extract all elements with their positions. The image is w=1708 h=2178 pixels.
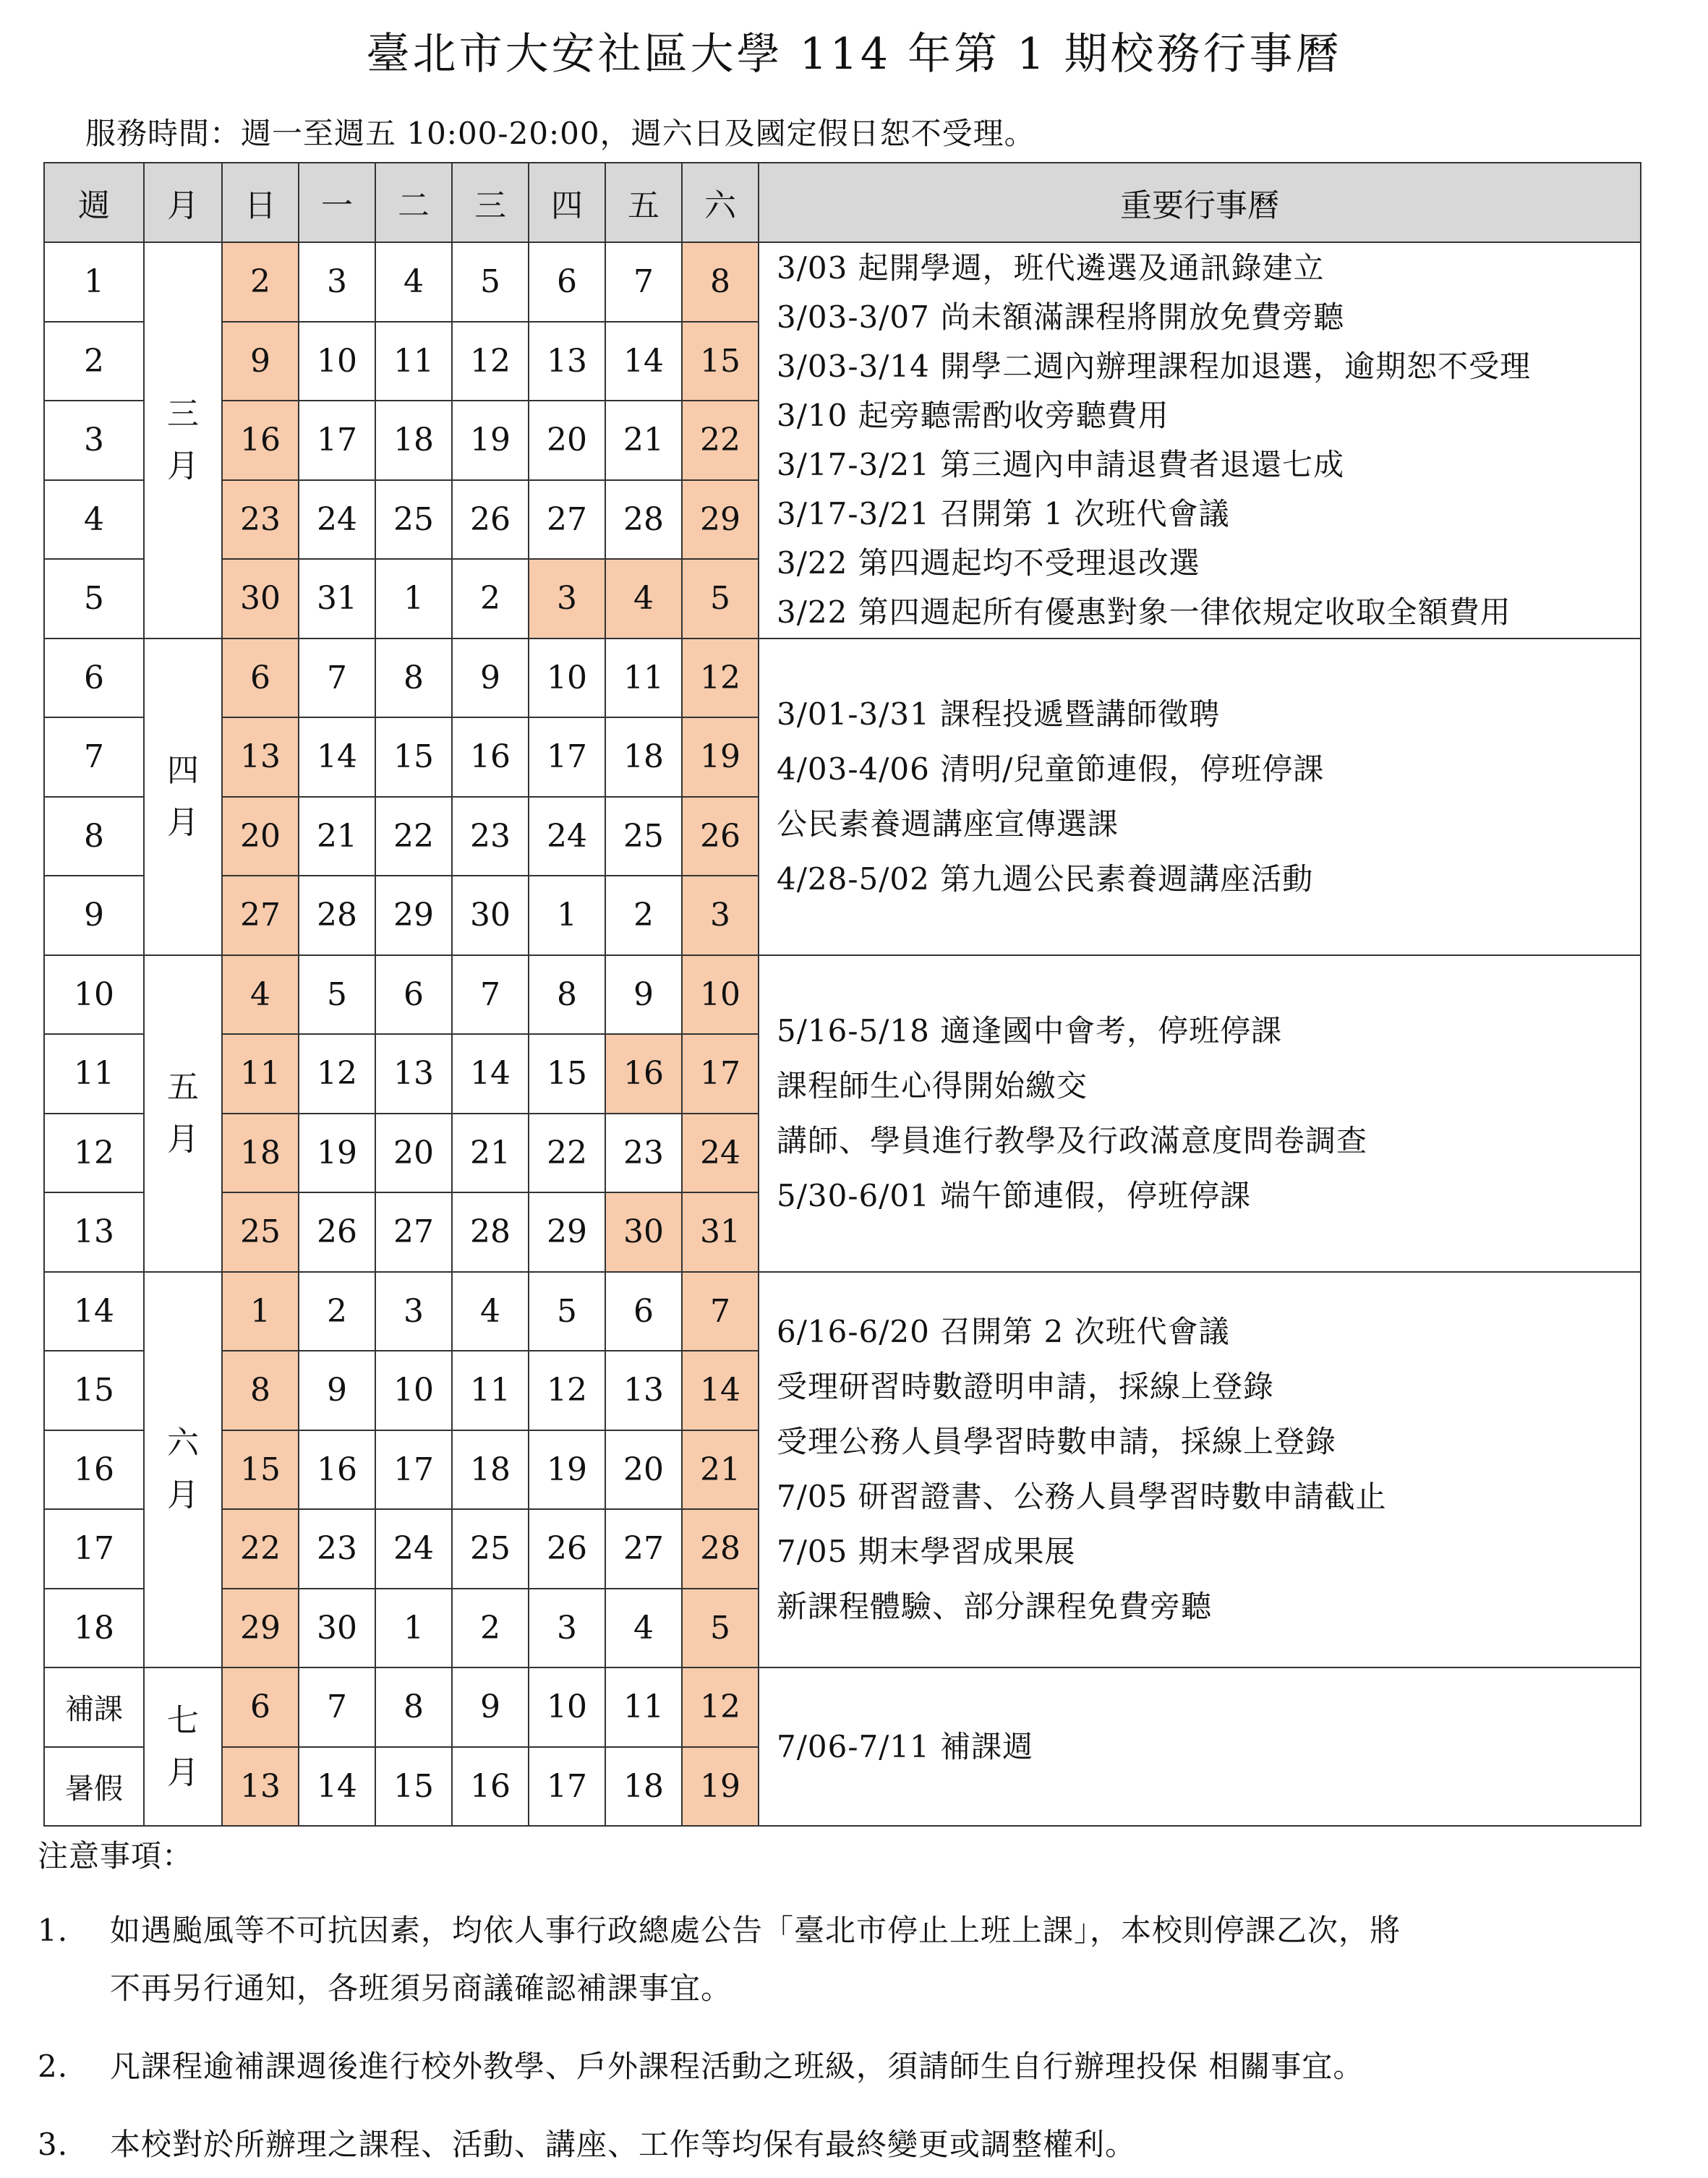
events-march <box>759 242 1641 639</box>
day-cell: 1 <box>222 1272 299 1351</box>
day-cell: 4 <box>222 955 299 1035</box>
day-cell: 4 <box>452 1272 529 1351</box>
week-number: 15 <box>44 1351 144 1430</box>
day-cell: 9 <box>452 1667 529 1747</box>
note-number: 2. <box>38 2049 69 2084</box>
day-cell: 19 <box>452 401 529 480</box>
month-cell-march: 三 月 <box>144 242 222 639</box>
day-cell: 24 <box>529 797 605 876</box>
events-june <box>759 1272 1641 1668</box>
day-cell: 29 <box>222 1589 299 1668</box>
day-cell: 19 <box>682 717 759 797</box>
event-item: 3/17-3/21 第三週內申請退費者退還七成 <box>777 446 1345 482</box>
notes-title: 注意事項： <box>38 1838 194 1874</box>
week-number: 17 <box>44 1509 144 1589</box>
week-number: 8 <box>44 797 144 876</box>
calendar-table <box>43 162 1641 1827</box>
day-cell: 11 <box>375 322 452 401</box>
table-row <box>44 1272 1641 1351</box>
events-april <box>759 639 1641 955</box>
day-cell: 30 <box>222 559 299 639</box>
table-row <box>44 242 1641 322</box>
note-text: 如遇颱風等不可抗因素，均依人事行政總處公告「臺北市停止上班上課」，本校則停課乙次，將 不再另行通知，各班須另商議確認補課事宜。 <box>110 1913 1401 2006</box>
event-item: 3/17-3/21 召開第 1 次班代會議 <box>777 495 1230 531</box>
day-cell: 3 <box>375 1272 452 1351</box>
day-cell: 7 <box>452 955 529 1035</box>
day-cell: 11 <box>605 1667 682 1747</box>
event-item: 3/22 第四週起所有優惠對象一律依規定收取全額費用 <box>777 594 1511 630</box>
day-cell: 16 <box>452 1747 529 1827</box>
note-number: 3. <box>38 2127 69 2162</box>
day-cell: 5 <box>529 1272 605 1351</box>
day-cell: 17 <box>682 1034 759 1114</box>
day-cell: 1 <box>529 876 605 955</box>
day-cell: 30 <box>452 876 529 955</box>
note-item <box>38 2116 1672 2174</box>
event-item: 3/10 起旁聽需酌收旁聽費用 <box>777 397 1169 433</box>
day-cell: 10 <box>529 639 605 718</box>
day-cell: 12 <box>452 322 529 401</box>
day-cell: 23 <box>605 1114 682 1193</box>
notes-section <box>38 1831 1672 2174</box>
day-cell: 19 <box>682 1747 759 1827</box>
day-cell: 18 <box>375 401 452 480</box>
day-cell: 6 <box>605 1272 682 1351</box>
day-cell: 2 <box>452 1589 529 1668</box>
day-cell: 20 <box>605 1430 682 1510</box>
day-cell: 2 <box>299 1272 375 1351</box>
day-cell: 21 <box>299 797 375 876</box>
note-text: 凡課程逾補課週後進行校外教學、戶外課程活動之班級，須請師生自行辦理投保 相關事宜。 <box>110 2049 1365 2084</box>
day-cell: 21 <box>605 401 682 480</box>
month-cell-june: 六 月 <box>144 1272 222 1668</box>
event-item: 4/03-4/06 清明/兒童節連假，停班停課 <box>777 751 1325 787</box>
day-cell: 1 <box>375 559 452 639</box>
day-cell: 30 <box>299 1589 375 1668</box>
day-cell: 26 <box>529 1509 605 1589</box>
page-title: 臺北市大安社區大學 114 年第 1 期校務行事曆 <box>366 29 1342 80</box>
day-cell: 22 <box>529 1114 605 1193</box>
day-cell: 28 <box>682 1509 759 1589</box>
day-cell: 19 <box>529 1430 605 1510</box>
day-cell: 22 <box>222 1509 299 1589</box>
event-item: 4/28-5/02 第九週公民素養週講座活動 <box>777 860 1314 897</box>
day-cell: 11 <box>222 1034 299 1114</box>
event-item: 受理公務人員學習時數申請，採線上登錄 <box>777 1424 1337 1460</box>
day-cell: 25 <box>452 1509 529 1589</box>
day-cell: 6 <box>222 1667 299 1747</box>
day-cell: 14 <box>299 1747 375 1827</box>
day-cell: 8 <box>529 955 605 1035</box>
day-cell: 7 <box>682 1272 759 1351</box>
day-cell: 26 <box>299 1192 375 1272</box>
event-item: 課程師生心得開始繳交 <box>777 1067 1088 1103</box>
day-cell: 20 <box>375 1114 452 1193</box>
day-cell: 30 <box>605 1192 682 1272</box>
header-week: 週 <box>44 163 144 242</box>
day-cell: 4 <box>375 242 452 322</box>
day-cell: 6 <box>529 242 605 322</box>
event-item: 3/03-3/07 尚未額滿課程將開放免費旁聽 <box>777 299 1345 335</box>
day-cell: 8 <box>222 1351 299 1430</box>
week-number: 14 <box>44 1272 144 1351</box>
day-cell: 24 <box>375 1509 452 1589</box>
header-month: 月 <box>144 163 222 242</box>
day-cell: 27 <box>529 480 605 560</box>
day-cell: 23 <box>222 480 299 560</box>
event-item: 3/03 起開學週，班代遴選及通訊錄建立 <box>777 249 1325 286</box>
day-cell: 13 <box>222 1747 299 1827</box>
day-cell: 12 <box>682 639 759 718</box>
day-cell: 3 <box>529 559 605 639</box>
week-number: 18 <box>44 1589 144 1668</box>
week-number: 13 <box>44 1192 144 1272</box>
day-cell: 29 <box>529 1192 605 1272</box>
day-cell: 17 <box>529 717 605 797</box>
day-cell: 7 <box>299 1667 375 1747</box>
week-number: 7 <box>44 717 144 797</box>
event-item: 公民素養週講座宣傳選課 <box>777 806 1119 842</box>
event-item: 6/16-6/20 召開第 2 次班代會議 <box>777 1314 1230 1350</box>
day-cell: 18 <box>605 1747 682 1827</box>
header-mon: 一 <box>299 163 375 242</box>
day-cell: 14 <box>682 1351 759 1430</box>
table-row <box>44 639 1641 718</box>
day-cell: 21 <box>452 1114 529 1193</box>
header-events: 重要行事曆 <box>759 163 1641 242</box>
day-cell: 7 <box>605 242 682 322</box>
week-number: 2 <box>44 322 144 401</box>
day-cell: 11 <box>452 1351 529 1430</box>
day-cell: 28 <box>605 480 682 560</box>
day-cell: 23 <box>452 797 529 876</box>
day-cell: 18 <box>222 1114 299 1193</box>
day-cell: 17 <box>299 401 375 480</box>
day-cell: 12 <box>299 1034 375 1114</box>
day-cell: 22 <box>375 797 452 876</box>
event-item: 3/01-3/31 課程投遞暨講師徵聘 <box>777 696 1221 732</box>
month-cell-april: 四 月 <box>144 639 222 955</box>
event-item: 5/16-5/18 適逢國中會考，停班停課 <box>777 1012 1283 1049</box>
note-item <box>38 2038 1672 2096</box>
day-cell: 22 <box>682 401 759 480</box>
event-item: 3/03-3/14 開學二週內辦理課程加退選，逾期恕不受理 <box>777 348 1532 384</box>
day-cell: 1 <box>375 1589 452 1668</box>
day-cell: 16 <box>222 401 299 480</box>
week-number: 10 <box>44 955 144 1035</box>
day-cell: 14 <box>299 717 375 797</box>
day-cell: 15 <box>222 1430 299 1510</box>
day-cell: 13 <box>605 1351 682 1430</box>
day-cell: 9 <box>452 639 529 718</box>
day-cell: 17 <box>375 1430 452 1510</box>
event-item: 5/30-6/01 端午節連假，停班停課 <box>777 1177 1252 1213</box>
header-thu: 四 <box>529 163 605 242</box>
header-wed: 三 <box>452 163 529 242</box>
day-cell: 12 <box>682 1667 759 1747</box>
day-cell: 29 <box>682 480 759 560</box>
day-cell: 27 <box>375 1192 452 1272</box>
day-cell: 18 <box>605 717 682 797</box>
month-cell-july: 七 月 <box>144 1667 222 1826</box>
note-text: 本校對於所辦理之課程、活動、講座、工作等均保有最終變更或調整權利。 <box>110 2127 1137 2162</box>
day-cell: 5 <box>682 1589 759 1668</box>
note-number: 1. <box>38 1913 69 1948</box>
day-cell: 11 <box>605 639 682 718</box>
day-cell: 8 <box>375 639 452 718</box>
day-cell: 5 <box>299 955 375 1035</box>
day-cell: 28 <box>299 876 375 955</box>
week-number: 11 <box>44 1034 144 1114</box>
week-number: 16 <box>44 1430 144 1510</box>
week-number: 5 <box>44 559 144 639</box>
events-july <box>759 1667 1641 1826</box>
day-cell: 2 <box>605 876 682 955</box>
week-number: 6 <box>44 639 144 718</box>
day-cell: 25 <box>222 1192 299 1272</box>
week-number: 12 <box>44 1114 144 1193</box>
day-cell: 7 <box>299 639 375 718</box>
service-hours: 服務時間：週一至週五 10:00-20:00，週六日及國定假日恕不受理。 <box>85 116 1036 151</box>
header-sun: 日 <box>222 163 299 242</box>
day-cell: 28 <box>452 1192 529 1272</box>
day-cell: 9 <box>222 322 299 401</box>
week-number: 9 <box>44 876 144 955</box>
day-cell: 18 <box>452 1430 529 1510</box>
day-cell: 10 <box>682 955 759 1035</box>
day-cell: 25 <box>375 480 452 560</box>
day-cell: 25 <box>605 797 682 876</box>
header-fri: 五 <box>605 163 682 242</box>
day-cell: 26 <box>452 480 529 560</box>
day-cell: 16 <box>299 1430 375 1510</box>
day-cell: 27 <box>605 1509 682 1589</box>
day-cell: 14 <box>452 1034 529 1114</box>
day-cell: 4 <box>605 1589 682 1668</box>
day-cell: 2 <box>222 242 299 322</box>
header-tue: 二 <box>375 163 452 242</box>
event-item: 3/22 第四週起均不受理退改選 <box>777 544 1200 581</box>
event-item: 講師、學員進行教學及行政滿意度問卷調查 <box>777 1122 1368 1158</box>
week-number: 4 <box>44 480 144 560</box>
note-item <box>38 1902 1672 2017</box>
day-cell: 14 <box>605 322 682 401</box>
table-row <box>44 1667 1641 1747</box>
event-item: 7/05 期末學習成果展 <box>777 1534 1076 1570</box>
day-cell: 10 <box>529 1667 605 1747</box>
day-cell: 4 <box>605 559 682 639</box>
header-row <box>44 163 1641 242</box>
event-item: 受理研習時數證明申請，採線上登錄 <box>777 1369 1275 1405</box>
day-cell: 8 <box>682 242 759 322</box>
day-cell: 16 <box>452 717 529 797</box>
day-cell: 20 <box>529 401 605 480</box>
event-item: 新課程體驗、部分課程免費旁聽 <box>777 1589 1213 1625</box>
event-item: 7/05 研習證書、公務人員學習時數申請截止 <box>777 1479 1387 1515</box>
day-cell: 8 <box>375 1667 452 1747</box>
day-cell: 23 <box>299 1509 375 1589</box>
day-cell: 10 <box>375 1351 452 1430</box>
day-cell: 9 <box>299 1351 375 1430</box>
day-cell: 5 <box>452 242 529 322</box>
day-cell: 27 <box>222 876 299 955</box>
week-number: 補課 <box>44 1667 144 1747</box>
day-cell: 26 <box>682 797 759 876</box>
week-number: 1 <box>44 242 144 322</box>
week-number: 3 <box>44 401 144 480</box>
day-cell: 20 <box>222 797 299 876</box>
day-cell: 24 <box>682 1114 759 1193</box>
day-cell: 3 <box>529 1589 605 1668</box>
day-cell: 12 <box>529 1351 605 1430</box>
day-cell: 9 <box>605 955 682 1035</box>
day-cell: 13 <box>529 322 605 401</box>
day-cell: 6 <box>375 955 452 1035</box>
day-cell: 21 <box>682 1430 759 1510</box>
event-item: 7/06-7/11 補課週 <box>777 1728 1034 1764</box>
day-cell: 10 <box>299 322 375 401</box>
day-cell: 3 <box>682 876 759 955</box>
month-cell-may: 五 月 <box>144 955 222 1272</box>
day-cell: 13 <box>222 717 299 797</box>
events-may <box>759 955 1641 1272</box>
day-cell: 15 <box>682 322 759 401</box>
week-number: 暑假 <box>44 1747 144 1827</box>
day-cell: 13 <box>375 1034 452 1114</box>
table-row <box>44 955 1641 1035</box>
day-cell: 17 <box>529 1747 605 1827</box>
day-cell: 15 <box>375 1747 452 1827</box>
day-cell: 3 <box>299 242 375 322</box>
day-cell: 31 <box>299 559 375 639</box>
day-cell: 29 <box>375 876 452 955</box>
day-cell: 2 <box>452 559 529 639</box>
header-sat: 六 <box>682 163 759 242</box>
day-cell: 6 <box>222 639 299 718</box>
day-cell: 24 <box>299 480 375 560</box>
day-cell: 5 <box>682 559 759 639</box>
day-cell: 19 <box>299 1114 375 1193</box>
day-cell: 15 <box>529 1034 605 1114</box>
day-cell: 16 <box>605 1034 682 1114</box>
day-cell: 15 <box>375 717 452 797</box>
day-cell: 31 <box>682 1192 759 1272</box>
